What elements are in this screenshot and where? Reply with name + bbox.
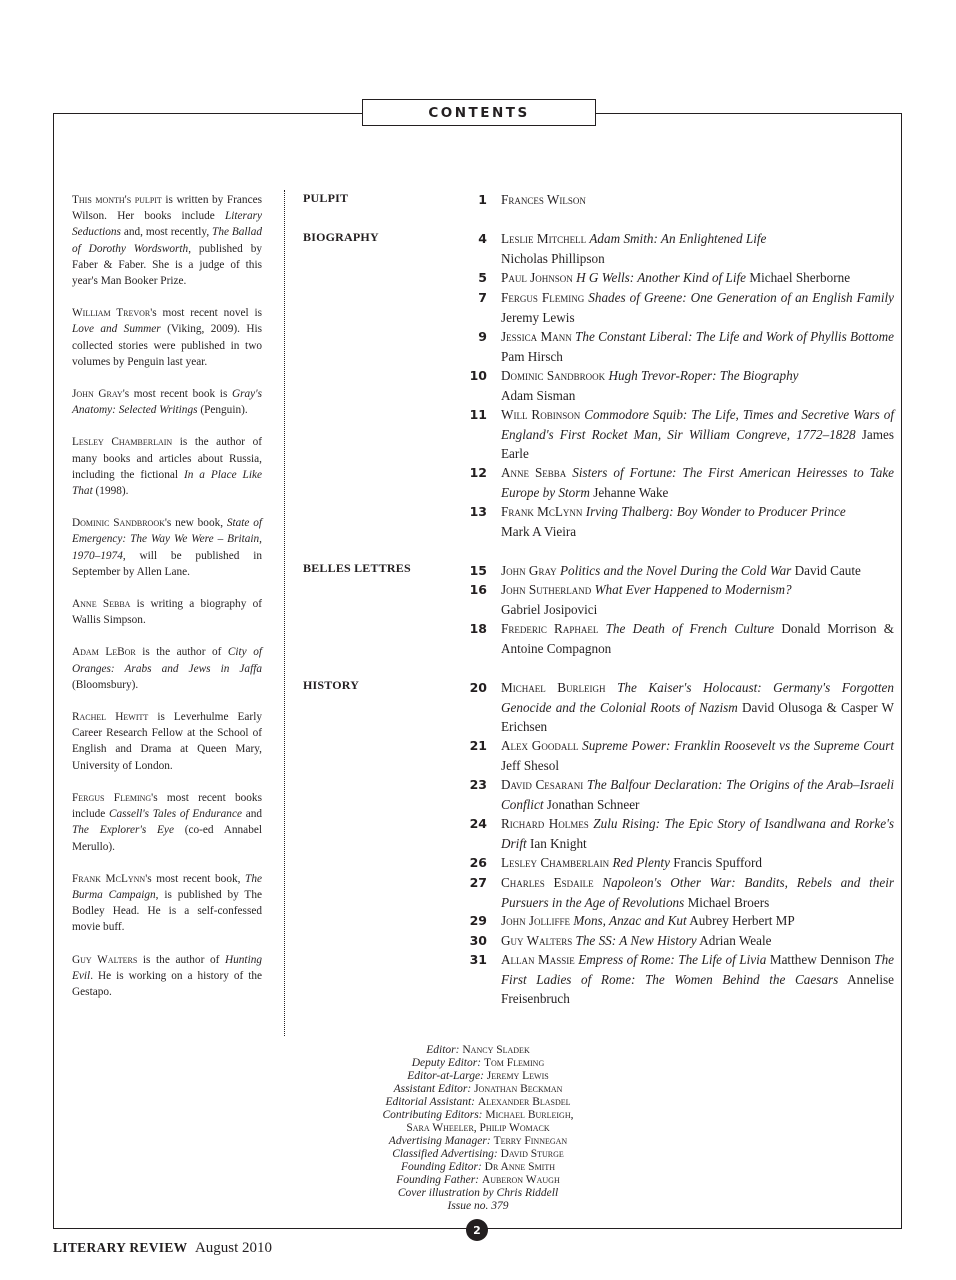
contributor-note: William Trevor's most recent novel is Love and Summer (Viking, 2009). His collected stories were published in two volumes by Penguin last year. [72,307,263,368]
contents-entry[interactable]: 7 Fergus Fleming Shades of Greene: One Generation of an English Family Jeremy Lewis [478,290,894,325]
masthead-line: Founding Editor: Dr Anne Smith [400,1161,556,1173]
section-belles-lettres: BELLES LETTRES [303,561,411,575]
contents-entry[interactable]: 5 Paul Johnson H G Wells: Another Kind of Life Michael Sherborne [478,270,851,285]
contributor-note: Anne Sebba is writing a biography of Wallis Simpson. [72,598,262,627]
masthead-line: Editorial Assistant: Alexander Blasdel [385,1096,571,1108]
section-history: HISTORY [303,678,360,692]
contents-header [362,99,596,126]
contributor-note: Lesley Chamberlain is the author of many books and articles about Russia, including the fictional In a Place Like That (1998). [72,436,263,498]
contributor-note: Frank McLynn's most recent book, The Burma Campaign, is published by The Bodley Head. He is a self-confessed movie buff. [72,872,262,934]
contents-entry[interactable]: 16 John Sutherland What Ever Happened to Modernism? Gabriel Josipovici [469,582,792,617]
contents-entry[interactable]: 13 Frank McLynn Irving Thalberg: Boy Wonder to Producer Prince Mark A Vieira [469,504,846,539]
masthead-credits [278,1044,678,1213]
contents-entry[interactable]: 1 Frances Wilson [478,192,586,207]
masthead-line: Contributing Editors: Michael Burleigh, [382,1109,574,1121]
contents-entry[interactable]: 31 Allan Massie Empress of Rome: The Life of Livia Matthew Dennison The First Ladies of Rome: The Women Behind the Caesars Annelise Freisenbruch [469,952,895,1006]
contents-title: CONTENTS [428,104,530,121]
contents-entry[interactable]: 23 David Cesarani The Balfour Declaration: The Origins of the Arab–Israeli Conflict Jonathan Schneer [469,777,895,812]
contributor-note: Fergus Fleming's most recent books include Cassell's Tales of Endurance and The Explorer's Eye (co-ed Annabel Merullo). [72,791,263,853]
masthead-line: Editor-at-Large: Jeremy Lewis [407,1070,549,1082]
masthead-line: Editor: Nancy Sladek [426,1044,530,1056]
contents-entry[interactable]: 21 Alex Goodall Supreme Power: Franklin Roosevelt vs the Supreme Court Jeff Shesol [469,738,894,773]
contributor-note: Dominic Sandbrook's new book, State of Emergency: The Way We Were – Britain, 1970–1974, will be published in September by Allen Lane. [72,517,262,578]
masthead-line: Sara Wheeler, Philip Womack [406,1122,550,1134]
masthead-line: Advertising Manager: Terry Finnegan [388,1135,568,1147]
masthead-line: Founding Father: Auberon Waugh [396,1174,560,1186]
contributor-note: Adam LeBor is the author of City of Oranges: Arabs and Jews in Jaffa (Bloomsbury). [72,646,262,691]
masthead-line: Deputy Editor: Tom Fleming [411,1057,545,1069]
section-pulpit: PULPIT [303,191,349,205]
contents-entry[interactable]: 20 Michael Burleigh The Kaiser's Holocaust: Germany's Forgotten Genocide and the Colonial Roots of Nazism David Olusoga & Casper W Erichsen [469,680,894,734]
masthead-line: Assistant Editor: Jonathan Beckman [393,1083,563,1095]
publication-name: LITERARY REVIEW [53,1240,188,1255]
contents-entry[interactable]: 4 Leslie Mitchell Adam Smith: An Enlightened Life Nicholas Phillipson [478,231,767,266]
contents-entry[interactable]: 15 John Gray Politics and the Novel During the Cold War David Caute [469,563,861,578]
contributors-sidebar [72,192,262,1016]
contents-entry[interactable]: 26 Lesley Chamberlain Red Plenty Francis Spufford [469,855,762,870]
masthead-line: Classified Advertising: David Sturge [392,1148,564,1160]
contents-entry[interactable]: 29 John Jolliffe Mons, Anzac and Kut Aubrey Herbert MP [469,913,795,928]
contents-entry[interactable]: 27 Charles Esdaile Napoleon's Other War: Bandits, Rebels and their Pursuers in the Age of Revolutions Michael Broers [469,875,894,910]
issue-date: August 2010 [194,1240,273,1256]
contents-entry[interactable]: 12 Anne Sebba Sisters of Fortune: The First American Heiresses to Take Europe by Storm Jehanne Wake [469,465,895,500]
masthead-line: Issue no. 379 [447,1200,509,1212]
contents-entry[interactable]: 11 Will Robinson Commodore Squib: The Life, Times and Secretive Wars of England's First Rocket Man, Sir William Congreve, 1772–1828 James Earle [469,407,894,461]
contents-entry[interactable]: 30 Guy Walters The SS: A New History Adrian Weale [469,933,772,948]
contents-entry[interactable]: 24 Richard Holmes Zulu Rising: The Epic Story of Isandlwana and Rorke's Drift Ian Knight [469,816,895,851]
contributor-note: John Gray's most recent book is Gray's Anatomy: Selected Writings (Penguin). [72,388,262,417]
section-biography: BIOGRAPHY [303,230,379,244]
page-footer [53,1240,272,1257]
contributor-note: Guy Walters is the author of Hunting Evil. He is working on a history of the Gestapo. [72,953,262,998]
page-number-badge: 2 [466,1219,488,1241]
contents-entry[interactable]: 10 Dominic Sandbrook Hugh Trevor-Roper: The Biography Adam Sisman [469,368,799,403]
contents-entry[interactable]: 9 Jessica Mann The Constant Liberal: The Life and Work of Phyllis Bottome Pam Hirsch [478,329,894,364]
contributor-note: This month's pulpit is written by Frances Wilson. Her books include Literary Seductions and, most recently, The Ballad of Dorothy Wordsworth, published by Faber & Faber. She is a judge of this year's Man Booker Prize. [72,194,262,288]
column-divider [284,190,285,1036]
contents-entry[interactable]: 18 Frederic Raphael The Death of French Culture Donald Morrison & Antoine Compagnon [469,621,895,656]
masthead-line: Cover illustration by Chris Riddell [397,1187,559,1199]
contributor-note: Rachel Hewitt is Leverhulme Early Career Research Fellow at the School of English and Drama at Queen Mary, University of London. [72,711,262,772]
